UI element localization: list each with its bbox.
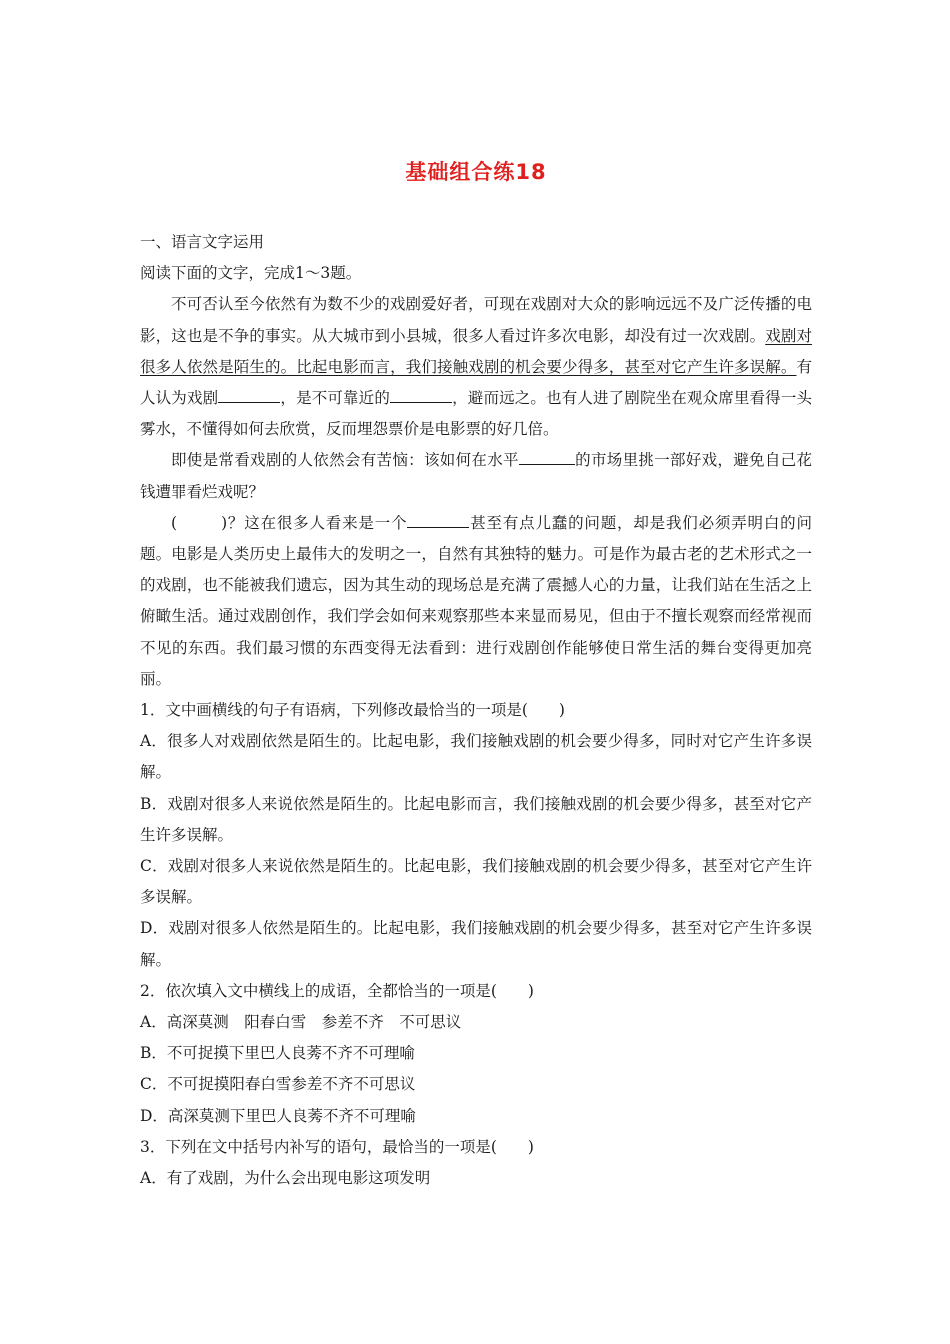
document-body: [140, 227, 812, 1194]
question-2-option-d: D．高深莫测下里巴人良莠不齐不可理喻: [140, 1106, 416, 1125]
question-2-option-a: A．高深莫测 阳春白雪 参差不齐 不可思议: [140, 1013, 462, 1032]
passage-text: ，是不可靠近的: [280, 389, 390, 408]
question-3-stem: 3．下列在文中括号内补写的语句，最恰当的一项是( ): [140, 1137, 534, 1156]
answer-bracket-open: (: [171, 513, 178, 532]
passage-paragraph-1: [140, 289, 812, 445]
reading-instruction: 阅读下面的文字，完成1～3题。: [140, 264, 362, 283]
fill-blank-4: [407, 512, 469, 528]
underlined-sentence: 戏剧对很多人依然是陌生的。比起电影而言，我们接触戏剧的机会要少得多，甚至对它产生许多误解。: [140, 326, 812, 376]
passage-text: 的市场里挑一部好戏，避免自己花钱遭罪看烂戏呢？: [140, 451, 812, 501]
fill-blank-2: [390, 387, 452, 403]
passage-text: 甚至有点儿蠢的问题，却是我们必须弄明白的问题。电影是人类历史上最伟大的发明之一，自然有其独特的魅力。可是作为最古老的艺术形式之一的戏剧，也不能被我们遗忘，因为其生动的现场总是充满了震撼人心的力量，让我们站在生活之上俯瞰生活。通过戏剧创作，我们学会如何来观察那些本来显而易见，但由于不擅长观察而经常视而不见的东西。我们最习惯的东西变得无法看到：进行戏剧创作能够使日常生活的舞台变得更加亮丽。: [140, 513, 812, 688]
passage-text: )？这在很多人看来是一个: [221, 513, 408, 532]
question-1-option-c: C．戏剧对很多人来说依然是陌生的。比起电影，我们接触戏剧的机会要少得多，甚至对它产生许多误解。: [140, 857, 812, 907]
passage-paragraph-3: [140, 508, 812, 695]
passage-text: 有人认为戏剧: [140, 357, 812, 408]
question-2-option-c: C．不可捉摸阳春白雪参差不齐不可思议: [140, 1075, 416, 1094]
question-1-option-b: B．戏剧对很多人来说依然是陌生的。比起电影而言，我们接触戏剧的机会要少得多，甚至对它产生许多误解。: [140, 794, 812, 844]
passage-text: ，避而远之。也有人进了剧院坐在观众席里看得一头雾水，不懂得如何去欣赏，反而埋怨票价是电影票的好几倍。: [140, 389, 812, 439]
question-1-option-d: D．戏剧对很多人依然是陌生的。比起电影，我们接触戏剧的机会要少得多，甚至对它产生许多误解。: [140, 919, 812, 969]
passage-text: 不可否认至今依然有为数不少的戏剧爱好者，可现在戏剧对大众的影响远远不及广泛传播的电影，这也是不争的事实。从大城市到小县城，很多人看过许多次电影，却没有过一次戏剧。: [140, 295, 812, 345]
question-2-stem: 2．依次填入文中横线上的成语，全都恰当的一项是( ): [140, 981, 534, 1000]
question-2-option-b: B．不可捉摸下里巴人良莠不齐不可理喻: [140, 1044, 415, 1063]
question-3-option-a: A．有了戏剧，为什么会出现电影这项发明: [140, 1169, 431, 1188]
question-1-stem: 1．文中画横线的句子有语病，下列修改最恰当的一项是( ): [140, 701, 565, 720]
passage-text: 即使是常看戏剧的人依然会有苦恼：该如何在水平: [171, 451, 519, 470]
question-1-option-a: A．很多人对戏剧依然是陌生的。比起电影，我们接触戏剧的机会要少得多，同时对它产生许多误解。: [140, 732, 812, 782]
fill-blank-3: [519, 449, 575, 465]
fill-blank-1: [218, 387, 280, 403]
section-heading: 一、语言文字运用: [140, 233, 265, 251]
passage-paragraph-2: [140, 445, 812, 507]
page-title: 基础组合练18: [405, 160, 547, 184]
